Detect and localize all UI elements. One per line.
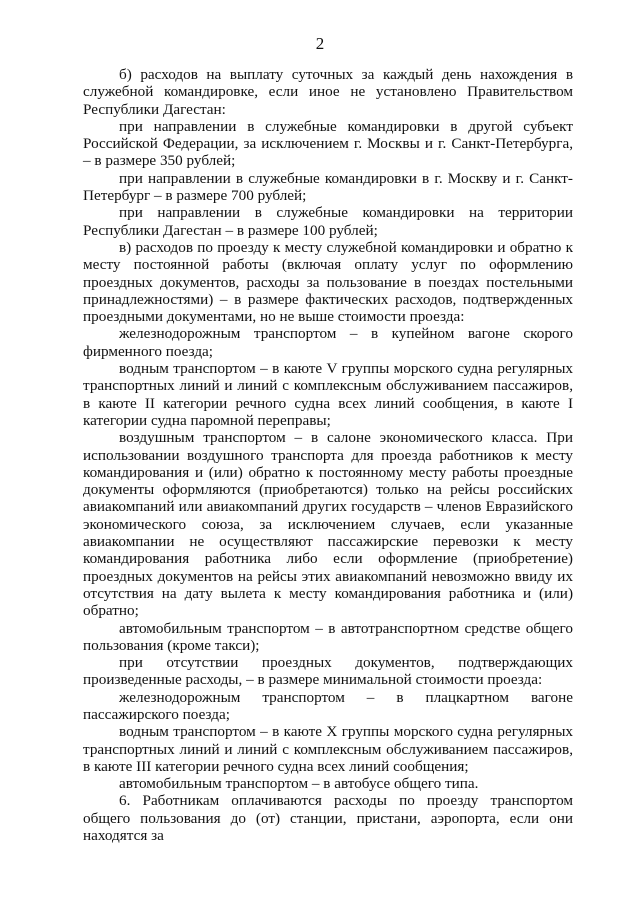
paragraph-item-6: 6. Работникам оплачиваются расходы по проезду транспортом общего пользования до (от) станции, пристани, аэропорта, если они находятся за [83, 792, 573, 845]
document-body [83, 66, 573, 844]
page-number: 2 [315, 34, 325, 53]
paragraph-air: воздушным транспортом – в салоне экономического класса. При использовании воздушного транспорта для проезда работников к месту командирования и (или) обратно к постоянному месту работы проездные документы оформляются (приобретаются) только на рейсы российских авиакомпаний или авиакомпаний других государств – членов Евразийского экономического союза, за исключением случаев, если указанные авиакомпании не осуществляют пассажирские перевозки к месту командирования работника либо если оформление (приобретение) проездных документов на рейсы этих авиакомпаний невозможно ввиду их отсутствия на дату вылета к месту командирования работника и (или) обратно; [83, 429, 573, 620]
paragraph-auto-min: автомобильным транспортом – в автобусе общего типа. [119, 775, 479, 793]
paragraph-daily-allowance: б) расходов на выплату суточных за каждый день нахождения в служебной командировке, если иное не установлено Правительством Республики Дагестан: [83, 66, 573, 118]
paragraph-moscow-spb: при направлении в служебные командировки в г. Москву и г. Санкт-Петербург – в размере 700 рублей; [83, 169, 573, 205]
paragraph-auto: автомобильным транспортом – в автотранспортном средстве общего пользования (кроме такси); [83, 619, 573, 654]
paragraph-railway: железнодорожным транспортом – в купейном вагоне скорого фирменного поезда; [83, 325, 573, 360]
paragraph-no-documents: при отсутствии проездных документов, подтверждающих произведенные расходы, – в размере минимальной стоимости проезда: [83, 654, 573, 689]
paragraph-water: водным транспортом – в каюте V группы морского судна регулярных транспортных линий и линий с комплексным обслуживанием пассажиров, в каюте II категории речного судна всех линий сообщения, в каюте I категории судна паромной переправы; [83, 360, 573, 429]
paragraph-railway-min: железнодорожным транспортом – в плацкартном вагоне пассажирского поезда; [83, 688, 573, 723]
paragraph-travel-expenses: в) расходов по проезду к месту служебной командировки и обратно к месту постоянной работы (включая оплату услуг по оформлению проездных документов, расходы за пользование в поездах постельными принадлежностями) – в размере фактических расходов, подтвержденных проездными документами, но не выше стоимости проезда: [83, 238, 573, 326]
paragraph-other-subject: при направлении в служебные командировки в другой субъект Российской Федерации, за исключением г. Москвы и г. Санкт-Петербурга, – в размере 350 рублей; [83, 117, 573, 170]
paragraph-water-min: водным транспортом – в каюте X группы морского судна регулярных транспортных линий и линий с комплексным обслуживанием пассажиров, в каюте III категории речного судна всех линий сообщения; [83, 723, 573, 775]
paragraph-dagestan: при направлении в служебные командировки на территории Республики Дагестан – в размере 100 рублей; [83, 204, 573, 239]
